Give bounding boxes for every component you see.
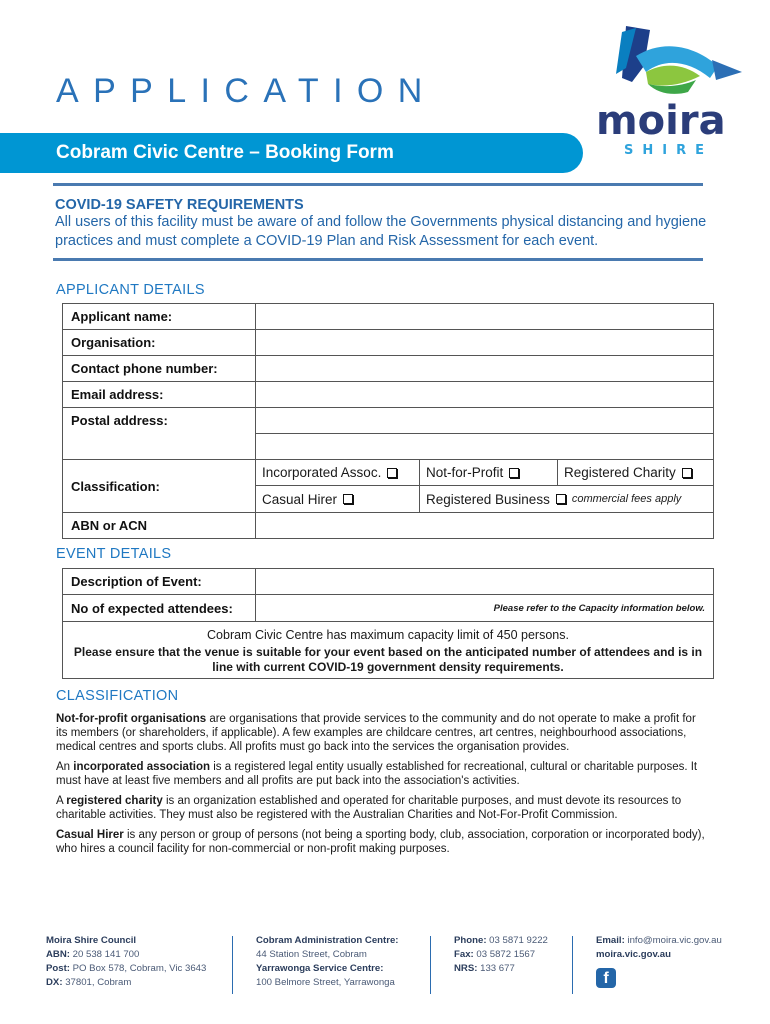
applicant-name-field[interactable] (255, 303, 714, 330)
option-registered-charity[interactable] (557, 459, 714, 486)
footer-council-col (46, 934, 206, 990)
footer-centres-col (256, 934, 399, 990)
option-casual-label: Casual Hirer (262, 491, 338, 507)
postal-address-label: Postal address: (62, 407, 256, 460)
moira-shire-logo (592, 22, 748, 158)
abn-field[interactable] (255, 512, 714, 539)
applicant-details-heading: APPLICANT DETAILS (56, 282, 205, 298)
event-description-field[interactable] (255, 568, 714, 595)
commercial-fees-note: commercial fees apply (571, 493, 682, 505)
footer-contact-col (454, 934, 548, 976)
organisation-field[interactable] (255, 329, 714, 356)
capacity-info-box (62, 621, 714, 679)
covid-heading: COVID-19 SAFETY REQUIREMENTS (55, 197, 304, 213)
checkbox-icon[interactable] (682, 468, 692, 478)
footer-phone: Phone: 03 5871 9222 (454, 935, 548, 946)
abn-label: ABN or ACN (62, 512, 256, 539)
facebook-icon[interactable]: f (596, 968, 616, 988)
definition-not-for-profit: Not-for-profit organisations are organisations that provide services to the community and do not operate to make a profit for its members (or shareholders, if applicable). A few examples are childcare centres, art centres, neighbourhood associations, medical centres and sports clubs. All profits must go back into the services the organisation provides. (56, 713, 696, 753)
postal-address-field-line2[interactable] (255, 433, 714, 460)
option-not-for-profit[interactable] (419, 459, 558, 486)
footer-online-col (596, 934, 722, 988)
option-casual-hirer[interactable] (255, 485, 420, 513)
postal-address-field-line1[interactable] (255, 407, 714, 434)
footer-separator (430, 936, 431, 994)
option-charity-label: Registered Charity (564, 465, 676, 480)
contact-phone-label: Contact phone number: (62, 355, 256, 382)
checkbox-icon[interactable] (509, 468, 519, 478)
option-incorporated-assoc[interactable] (255, 459, 420, 486)
footer-yarrawonga-centre: Yarrawonga Service Centre: (256, 963, 384, 974)
page-footer (46, 930, 736, 996)
capacity-warning-text: Please ensure that the venue is suitable for your event based on the anticipated number of attendees and is in line with current COVID-19 government density requirements. (73, 645, 703, 674)
option-incorporated-label: Incorporated Assoc. (262, 465, 382, 480)
classification-definitions (56, 712, 706, 862)
attendees-field[interactable] (255, 594, 714, 622)
option-registered-business[interactable] (419, 485, 714, 513)
definition-incorporated-association: An incorporated association is a registered legal entity usually established for recreational, cultural or charitable purposes. It must have at least five members and all profits are put back into the association's activities. (56, 761, 698, 787)
checkbox-icon[interactable] (343, 494, 353, 504)
event-description-label: Description of Event: (62, 568, 256, 595)
covid-body: All users of this facility must be aware of and follow the Governments physical distancing and hygiene practices and must complete a COVID-19 Plan and Risk Assessment for each event. (55, 214, 707, 249)
divider-bottom (53, 258, 703, 261)
logo-subtitle: SHIRE (624, 143, 713, 158)
footer-website-link[interactable]: moira.vic.gov.au (596, 949, 671, 960)
applicant-name-label: Applicant name: (62, 303, 256, 330)
contact-phone-field[interactable] (255, 355, 714, 382)
option-business-label: Registered Business (426, 491, 550, 507)
classification-label: Classification: (62, 459, 256, 513)
footer-cobram-centre: Cobram Administration Centre: (256, 935, 399, 946)
application-title: APPLICATION (56, 72, 437, 110)
footer-separator (572, 936, 573, 994)
option-nfp-label: Not-for-Profit (426, 465, 504, 480)
footer-cobram-address: 44 Station Street, Cobram (256, 949, 367, 960)
email-label: Email address: (62, 381, 256, 408)
divider-top (53, 183, 703, 186)
checkbox-icon[interactable] (556, 494, 566, 504)
logo-wordmark: moira (596, 98, 726, 144)
footer-dx: DX: 37801, Cobram (46, 977, 132, 988)
definition-casual-hirer: Casual Hirer is any person or group of persons (not being a sporting body, club, association, corporation or incorporated body), who hires a council facility for non-commercial or non-profit making purposes. (56, 829, 705, 855)
footer-nrs: NRS: 133 677 (454, 963, 515, 974)
form-title-banner (0, 133, 583, 173)
footer-yarrawonga-address: 100 Belmore Street, Yarrawonga (256, 977, 395, 988)
footer-separator (232, 936, 233, 994)
footer-abn: ABN: 20 538 141 700 (46, 949, 140, 960)
footer-council-name: Moira Shire Council (46, 935, 137, 946)
capacity-refer-note: Please refer to the Capacity information below. (493, 602, 705, 614)
definition-registered-charity: A registered charity is an organization established and operated for charitable purposes, and must devote its resources to charitable activities. They must also be registered with the Australian Charities and Not-For-Profit Commission. (56, 795, 682, 821)
email-field[interactable] (255, 381, 714, 408)
capacity-limit-text: Cobram Civic Centre has maximum capacity limit of 450 persons. (207, 628, 569, 642)
footer-post: Post: PO Box 578, Cobram, Vic 3643 (46, 963, 207, 974)
event-details-heading: EVENT DETAILS (56, 546, 172, 562)
footer-fax: Fax: 03 5872 1567 (454, 949, 536, 960)
attendees-label: No of expected attendees: (62, 594, 256, 622)
footer-email[interactable]: Email: info@moira.vic.gov.au (596, 935, 722, 946)
organisation-label: Organisation: (62, 329, 256, 356)
classification-heading: CLASSIFICATION (56, 688, 179, 704)
form-title: Cobram Civic Centre – Booking Form (56, 142, 394, 163)
checkbox-icon[interactable] (387, 468, 397, 478)
